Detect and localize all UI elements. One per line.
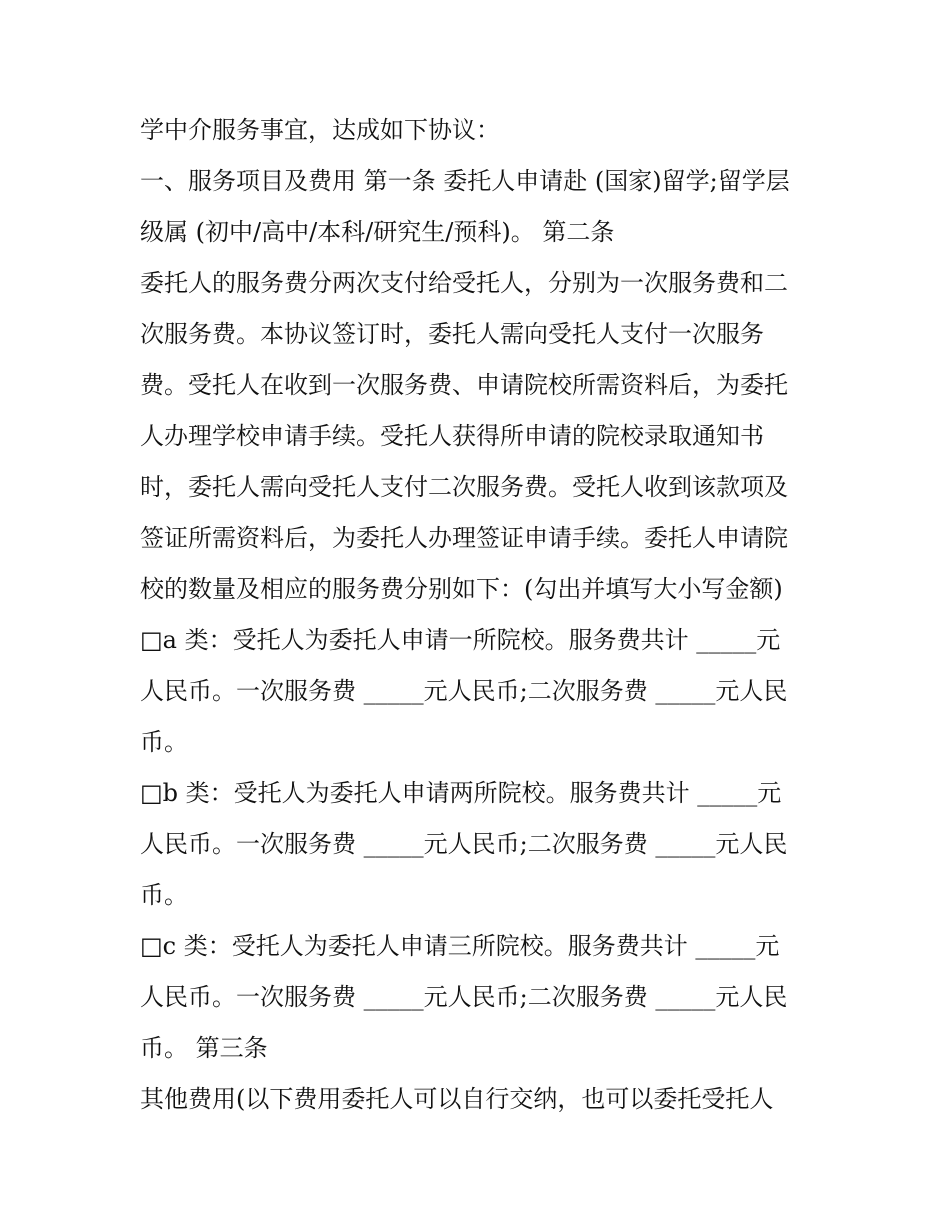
text-line: 币。 第三条 xyxy=(140,1034,268,1062)
text-line: 委托人的服务费分两次支付给受托人，分别为一次服务费和二 xyxy=(140,269,788,297)
text-line: 费。受托人在收到一次服务费、申请院校所需资料后，为委托 xyxy=(140,371,788,399)
option-b-line: □b 类：受托人为委托人申请两所院校。服务费共计 _____元 xyxy=(140,779,782,807)
text-line: 级属 (初中/高中/本科/研究生/预科)。 第二条 xyxy=(140,218,615,246)
text-line: 人民币。一次服务费 _____元人民币;二次服务费 _____元人民 xyxy=(140,830,788,858)
text-line: 学中介服务事宜，达成如下协议： xyxy=(140,116,500,144)
option-c-line: □c 类：受托人为委托人申请三所院校。服务费共计 _____元 xyxy=(140,932,780,960)
text-line: 人民币。一次服务费 _____元人民币;二次服务费 _____元人民 xyxy=(140,983,788,1011)
text-line: 人办理学校申请手续。受托人获得所申请的院校录取通知书 xyxy=(140,422,764,450)
text-line: 校的数量及相应的服务费分别如下：(勾出并填写大小写金额) xyxy=(140,575,783,603)
text-line: 币。 xyxy=(140,881,188,909)
option-a-line: □a 类：受托人为委托人申请一所院校。服务费共计 _____元 xyxy=(140,626,781,654)
text-line: 签证所需资料后，为委托人办理签证申请手续。委托人申请院 xyxy=(140,524,788,552)
text-line: 一、服务项目及费用 第一条 委托人申请赴 (国家)留学;留学层 xyxy=(140,167,790,195)
text-line: 时，委托人需向受托人支付二次服务费。受托人收到该款项及 xyxy=(140,473,788,501)
text-line: 币。 xyxy=(140,728,188,756)
document-body xyxy=(140,105,820,1125)
text-line: 其他费用(以下费用委托人可以自行交纳，也可以委托受托人 xyxy=(140,1085,774,1113)
text-line: 人民币。一次服务费 _____元人民币;二次服务费 _____元人民 xyxy=(140,677,788,705)
text-line: 次服务费。本协议签订时，委托人需向受托人支付一次服务 xyxy=(140,320,764,348)
